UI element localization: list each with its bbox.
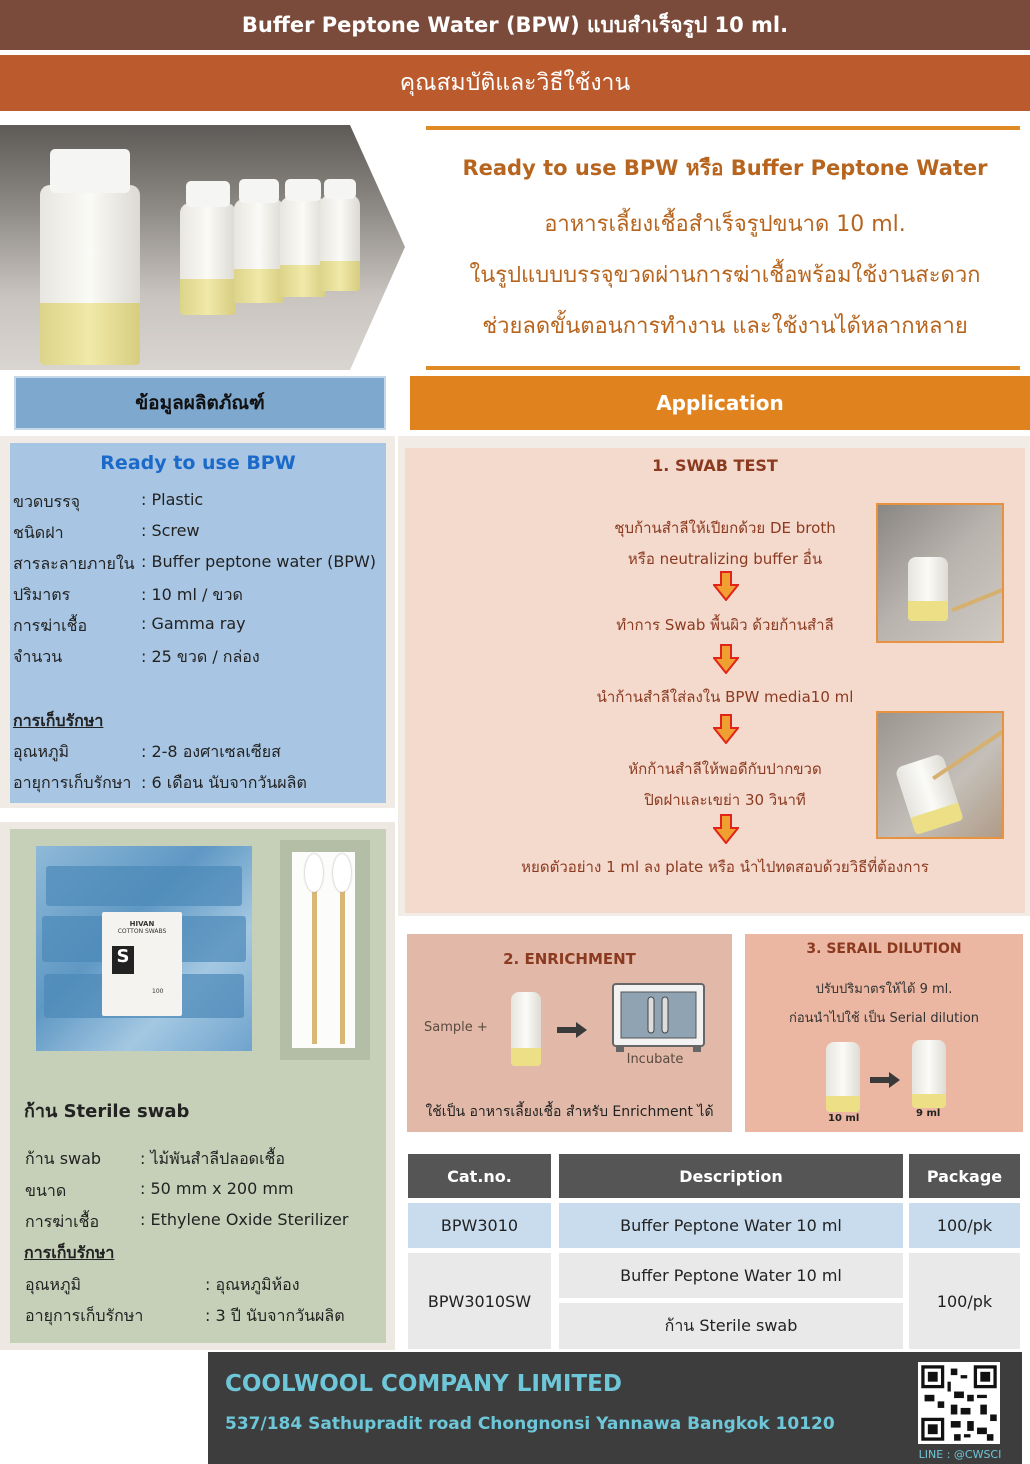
company-name: COOLWOOL COMPANY LIMITED (225, 1371, 622, 1397)
step-2: ทำการ Swab พื้นผิว ด้วยก้านสำลี (616, 616, 834, 634)
spec-value: : Buffer peptone water (BPW) (141, 552, 377, 571)
enrichment-title: 2. ENRICHMENT (503, 950, 636, 968)
table-header-description: Description (559, 1154, 903, 1198)
swab-row-sterilization (25, 1210, 385, 1238)
hero-line-2: ในรูปแบบบรรจุขวดผ่านการฆ่าเชื้อพร้อมใช้งานสะดวก (469, 263, 981, 288)
qr-code[interactable] (918, 1362, 1000, 1444)
table-cell-description: Buffer Peptone Water 10 ml (559, 1203, 903, 1248)
bottle-small-2 (234, 199, 284, 303)
table-cell-description: Buffer Peptone Water 10 ml (559, 1253, 903, 1298)
table-header-package: Package (909, 1154, 1020, 1198)
line-id: LINE : @CWSCI (918, 1448, 1002, 1461)
serial-bottle-10ml (826, 1042, 860, 1112)
storage-row-shelf-life (13, 771, 393, 799)
spec-value: : 6 เดือน นับจากวันผลิต (141, 773, 307, 792)
page-subtitle: คุณสมบัติและวิธีใช้งาน (399, 70, 631, 96)
spec-value: : 50 mm x 200 mm (140, 1179, 294, 1198)
serial-label-9ml: 9 ml (916, 1108, 941, 1119)
spec-row-solution (13, 552, 393, 580)
table-cell-description: ก้าน Sterile swab (559, 1303, 903, 1349)
arrow-down-icon (713, 714, 739, 744)
arrow-right-icon (557, 1022, 587, 1038)
arrow-down-icon (713, 644, 739, 674)
product-info-header (14, 376, 386, 430)
serial-dilution-panel (745, 934, 1023, 1132)
serial-dilution-title: 3. SERAIL DILUTION (806, 941, 962, 957)
spec-key: ปริมาตร (13, 585, 71, 604)
product-info-header-label: ข้อมูลผลิตภัณฑ์ (135, 392, 265, 414)
step-1-line-1: ชุบก้านสำลีให้เปียกด้วย DE broth (614, 519, 836, 537)
spec-key: อายุการเก็บรักษา (25, 1306, 144, 1325)
spec-key: สารละลายภายใน (13, 554, 135, 573)
package-name: COTTON SWABS (117, 928, 167, 935)
spec-row-sterilization (13, 614, 393, 642)
spec-row-quantity (13, 645, 393, 673)
swab-row-shelf-life (25, 1304, 385, 1332)
table-cell-cat: BPW3010 (408, 1203, 551, 1248)
spec-key: อุณหภูมิ (13, 742, 70, 761)
spec-key: อุณหภูมิ (25, 1275, 82, 1294)
spec-value: : 25 ขวด / กล่อง (141, 647, 260, 666)
step-5: หยดตัวอย่าง 1 ml ลง plate หรือ นำไปทดสอบด้วยวิธีที่ต้องการ (521, 858, 929, 876)
spec-value: : Screw (141, 521, 200, 540)
hero-title: Ready to use BPW หรือ Buffer Peptone Water (462, 156, 988, 180)
package-brand: HIVAN (129, 920, 155, 928)
swab-package-photo (36, 846, 252, 1051)
spec-key: จำนวน (13, 647, 63, 666)
swab-title: ก้าน Sterile swab (24, 1101, 190, 1122)
spec-value: : 2-8 องศาเซลเซียส (141, 742, 281, 761)
swab-step-photo-1 (876, 503, 1004, 643)
swab-row-size (25, 1179, 385, 1207)
swab-closeup-photo (280, 840, 370, 1060)
step-4-line-1: หักก้านสำลีให้พอดีกับปากขวด (628, 760, 822, 778)
step-1-line-2: หรือ neutralizing buffer อื่น (627, 550, 823, 568)
storage-heading: การเก็บรักษา (13, 711, 104, 730)
application-header-label: Application (656, 391, 784, 415)
incubator-icon (612, 983, 705, 1053)
table-header-cat: Cat.no. (408, 1154, 551, 1198)
page-title: Buffer Peptone Water (BPW) แบบสำเร็จรูป 10 ml. (241, 12, 789, 37)
spec-value: : Plastic (141, 490, 204, 509)
hero-top-rule (426, 126, 1020, 130)
spec-key: ขนาด (25, 1181, 67, 1200)
bottle-small-1 (180, 203, 236, 315)
top-banner (0, 0, 1030, 50)
application-header (410, 376, 1030, 430)
swab-test-title: 1. SWAB TEST (652, 456, 778, 475)
swab-row-temperature (25, 1273, 385, 1301)
serial-bottle-9ml (912, 1040, 946, 1108)
spec-key: การฆ่าเชื้อ (25, 1212, 100, 1231)
serial-dilution-line-2: ก่อนนำไปใช้ เป็น Serial dilution (788, 1011, 980, 1026)
spec-row-cap (13, 521, 393, 549)
spec-key: ขวดบรรจุ (13, 492, 81, 511)
spec-value: : 10 ml / ขวด (141, 585, 243, 604)
serial-label-10ml: 10 ml (828, 1113, 860, 1124)
spec-value: : 3 ปี นับจากวันผลิต (205, 1306, 345, 1325)
spec-row-volume (13, 583, 393, 611)
swab-storage-heading: การเก็บรักษา (24, 1243, 115, 1262)
footer (208, 1352, 1022, 1464)
enrichment-incubate-label: Incubate (626, 1052, 684, 1067)
company-address: 537/184 Sathupradit road Chongnonsi Yannawa Bangkok 10120 (225, 1414, 835, 1434)
serial-dilution-line-1: ปรับปริมาตรให้ได้ 9 ml. (815, 982, 953, 997)
enrichment-note: ใช้เป็น อาหารเลี้ยงเชื้อ สำหรับ Enrichment ได้ (425, 1104, 714, 1120)
package-letter: S (112, 946, 134, 974)
spec-key: อายุการเก็บรักษา (13, 773, 132, 792)
swab-row-stick (25, 1147, 385, 1175)
spec-key: ก้าน swab (25, 1149, 102, 1168)
table-cell-cat: BPW3010SW (408, 1253, 551, 1349)
enrichment-sample-label: Sample + (424, 1020, 488, 1035)
table-cell-package: 100/pk (909, 1253, 1020, 1349)
table-cell-package: 100/pk (909, 1203, 1020, 1248)
arrow-down-icon (713, 571, 739, 601)
arrow-down-icon (713, 814, 739, 844)
step-3: นำก้านสำลีใส่ลงใน BPW media10 ml (596, 688, 854, 706)
bottle-small-4 (320, 195, 360, 291)
swab-step-photo-2 (876, 711, 1004, 839)
hero-bottles-photo (0, 125, 405, 370)
spec-value: : อุณหภูมิห้อง (205, 1275, 300, 1294)
storage-row-temperature (13, 740, 393, 768)
hero-line-1: อาหารเลี้ยงเชื้อสำเร็จรูปขนาด 10 ml. (544, 212, 906, 237)
sub-banner (0, 55, 1030, 111)
hero-bottom-rule (426, 366, 1020, 370)
enrichment-bottle (511, 992, 541, 1066)
arrow-right-icon (870, 1072, 900, 1088)
product-info-title: Ready to use BPW (100, 452, 296, 474)
package-count: 100 (152, 988, 164, 995)
bottle-large (40, 185, 140, 365)
spec-value: : Ethylene Oxide Sterilizer (140, 1210, 349, 1229)
hero-line-3: ช่วยลดขั้นตอนการทำงาน และใช้งานได้หลากหลาย (482, 314, 968, 339)
step-4-line-2: ปิดฝาและเขย่า 30 วินาที (644, 791, 806, 809)
spec-row-bottle (13, 490, 393, 518)
spec-key: การฆ่าเชื้อ (13, 616, 88, 635)
spec-value: : ไม้พันสำลีปลอดเชื้อ (140, 1149, 286, 1168)
spec-key: ชนิดฝา (13, 523, 64, 542)
swab-package-label (102, 912, 182, 1016)
spec-value: : Gamma ray (141, 614, 246, 633)
